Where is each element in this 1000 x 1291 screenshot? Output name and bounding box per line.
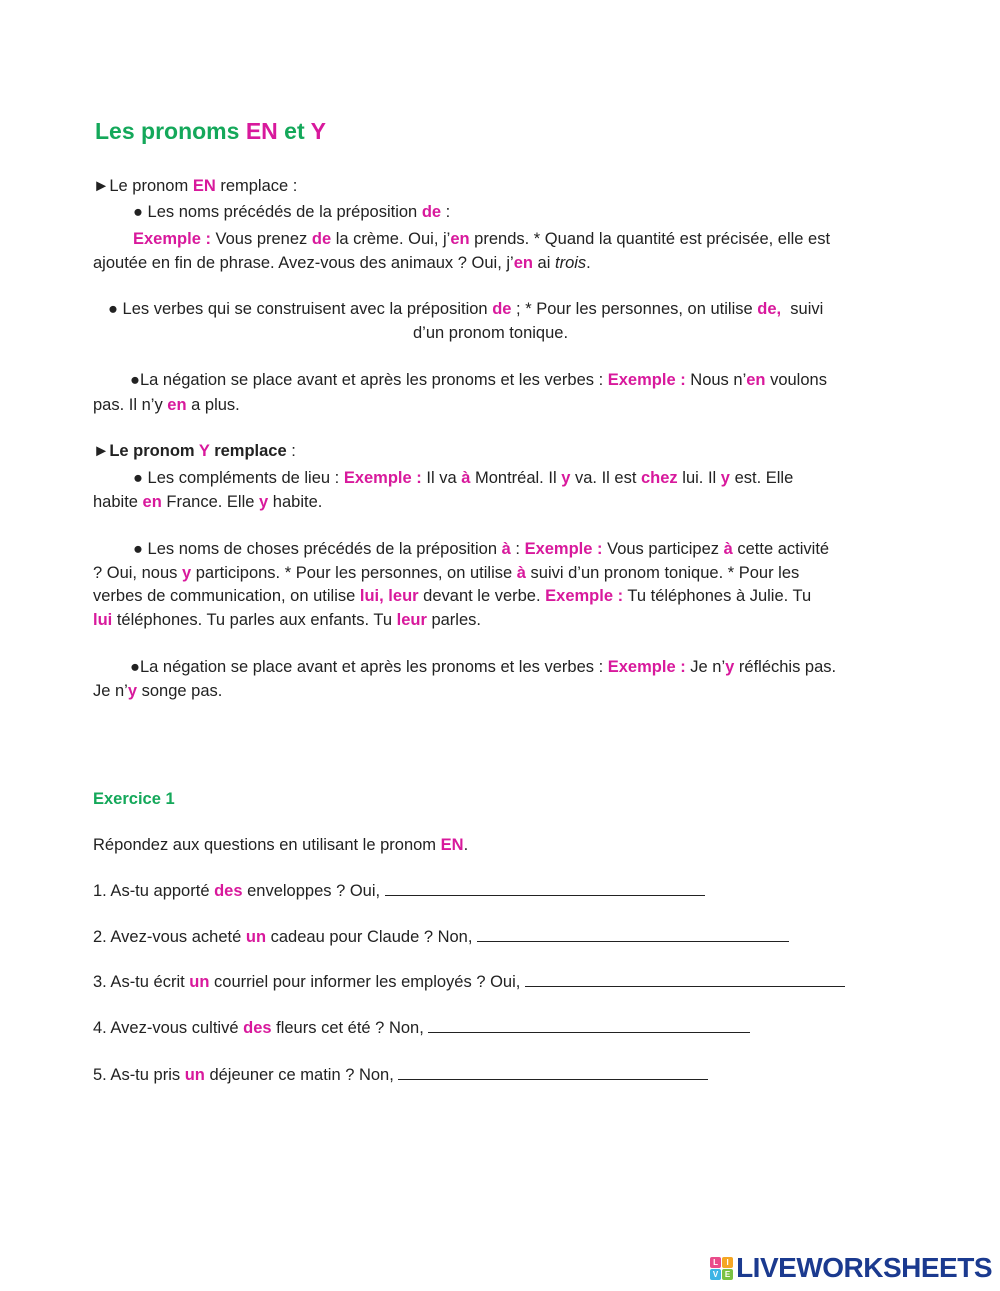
section-en-bullet-1: ● Les noms précédés de la préposition de : — [133, 203, 451, 221]
section-y-negation: ●La négation se place avant et après les pronoms et les verbes : Exemple : Je n’y réfléchis pas. — [130, 658, 837, 676]
section-y-bullet-2-line2: ? Oui, nous y participons. * Pour les personnes, on utilise à suivi d’un pronom tonique. * Pour les — [93, 564, 800, 582]
section-y-bullet-2-line4: lui téléphones. Tu parles aux enfants. Tu leur parles. — [93, 611, 481, 629]
exercise-instructions: Répondez aux questions en utilisant le pronom EN. — [93, 836, 469, 854]
exercise-question-2: 2. Avez-vous acheté un cadeau pour Claude ? Non, — [93, 925, 789, 949]
section-en-bullet-2: ● Les verbes qui se construisent avec la préposition de ; * Pour les personnes, on utilise de, suivi — [108, 300, 824, 318]
exercise-question-5: 5. As-tu pris un déjeuner ce matin ? Non, — [93, 1063, 708, 1087]
exercise-question-4: 4. Avez-vous cultivé des fleurs cet été ? Non, — [93, 1016, 750, 1040]
section-y-intro: ►Le pronom Y remplace : — [93, 442, 296, 460]
logo-text: LIVEWORKSHEETS — [736, 1252, 992, 1283]
section-en-negation: ●La négation se place avant et après les pronoms et les verbes : Exemple : Nous n’en voulons — [130, 371, 827, 389]
section-en-example-1-cont: ajoutée en fin de phrase. Avez-vous des animaux ? Oui, j’en ai trois. — [93, 254, 591, 272]
section-en-example-1: Exemple : Vous prenez de la crème. Oui, j’en prends. * Quand la quantité est précisée, elle est — [133, 230, 831, 248]
liveworksheets-logo — [710, 1252, 992, 1284]
section-en-negation-cont: pas. Il n’y en a plus. — [93, 396, 240, 414]
arrow-icon: ► — [93, 442, 110, 460]
answer-blank-4[interactable] — [428, 1018, 750, 1033]
answer-blank-1[interactable] — [385, 881, 705, 896]
exercise-heading: Exercice 1 — [93, 790, 175, 808]
section-y-bullet-2-line3: verbes de communication, on utilise lui, leur devant le verbe. Exemple : Tu téléphones à Julie. Tu — [93, 587, 812, 605]
arrow-icon: ► — [93, 177, 110, 195]
section-y-bullet-1-cont: habite en France. Elle y habite. — [93, 493, 323, 511]
answer-blank-2[interactable] — [477, 927, 789, 942]
answer-blank-5[interactable] — [398, 1065, 708, 1080]
exercise-question-3: 3. As-tu écrit un courriel pour informer les employés ? Oui, — [93, 970, 845, 994]
section-y-bullet-1: ● Les compléments de lieu : Exemple : Il va à Montréal. Il y va. Il est chez lui. Il y est. Elle — [133, 469, 794, 487]
live-logo-icon: L I V E — [710, 1257, 733, 1280]
exercise-question-1: 1. As-tu apporté des enveloppes ? Oui, — [93, 879, 705, 903]
section-en-bullet-2-cont: d’un pronom tonique. — [413, 324, 569, 342]
answer-blank-3[interactable] — [525, 972, 845, 987]
page-title: Les pronoms EN et Y — [95, 118, 326, 144]
section-en-intro: ►Le pronom EN remplace : — [93, 177, 298, 195]
section-y-negation-cont: Je n’y songe pas. — [93, 682, 223, 700]
section-y-bullet-2: ● Les noms de choses précédés de la préposition à : Exemple : Vous participez à cette activité — [133, 540, 830, 558]
